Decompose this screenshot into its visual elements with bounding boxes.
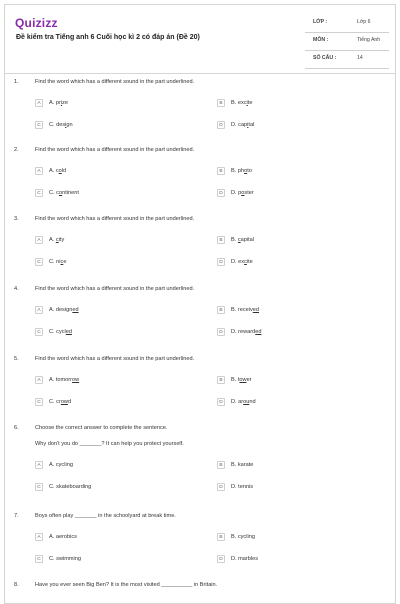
option-letter-box: A: [35, 167, 43, 175]
option-text-rest: te: [247, 100, 253, 106]
question-text: Find the word which has a different sound in the part underlined.: [35, 216, 195, 222]
option-text: B. ph: [231, 168, 245, 174]
option-text: D. ar: [231, 399, 244, 405]
option-letter-box: B: [217, 167, 225, 175]
underlined-part: ow: [72, 377, 80, 383]
option-letter-box: D: [217, 189, 225, 197]
underlined-part: o: [58, 168, 62, 174]
option-label: [231, 462, 253, 468]
option-label: [49, 556, 81, 562]
option-label: [49, 462, 73, 468]
option-label: [49, 484, 91, 490]
underlined-part: ed: [72, 307, 79, 313]
underlined-part: i: [65, 122, 67, 128]
option-text: C. cr: [49, 399, 61, 405]
option-letter-box: C: [35, 189, 43, 197]
option-text-rest: d: [67, 399, 72, 405]
option-label: [49, 237, 64, 243]
option-text: A. pr: [49, 100, 61, 106]
option-label: [231, 168, 252, 174]
option-letter-box: B: [217, 533, 225, 541]
option-label: [231, 190, 254, 196]
option-text-rest: apital: [240, 237, 255, 243]
option-letter-box: D: [217, 258, 225, 266]
option-text: D. p: [231, 190, 242, 196]
underlined-part: c: [55, 237, 59, 243]
option-text: C. c: [49, 190, 59, 196]
option-text-rest: gn: [66, 122, 73, 128]
option-text: D. reward: [231, 329, 256, 335]
option-letter-box: A: [35, 236, 43, 244]
underlined-part: i: [246, 100, 248, 106]
meta-key: LỚP :: [313, 19, 328, 25]
option-letter-box: C: [35, 483, 43, 491]
question-text: Find the word which has a different sound in the part underlined.: [35, 356, 195, 362]
option-letter-box: C: [35, 121, 43, 129]
meta-key: SỐ CÂU :: [313, 55, 337, 61]
option-letter-box: D: [217, 398, 225, 406]
option-text: C. cycl: [49, 329, 66, 335]
option-text-rest: ntinent: [62, 190, 79, 196]
option-text: B. karate: [231, 462, 254, 468]
option-label: [49, 168, 66, 174]
option-label: [231, 237, 254, 243]
option-label: [231, 329, 261, 335]
underlined-part: o: [244, 168, 248, 174]
option-letter-box: C: [35, 398, 43, 406]
document-title: Đề kiểm tra Tiếng anh 6 Cuối học kì 2 có đáp án (Đề 20): [16, 34, 200, 41]
underlined-part: c: [244, 259, 247, 265]
option-label: [49, 307, 79, 313]
option-letter-box: B: [217, 306, 225, 314]
meta-row-count: [305, 51, 389, 69]
option-label: [231, 100, 252, 106]
question-number: 1.: [14, 79, 19, 85]
option-letter-box: C: [35, 258, 43, 266]
option-letter-box: A: [35, 376, 43, 384]
option-text: D. marbles: [231, 556, 259, 562]
option-letter-box: A: [35, 533, 43, 541]
option-text-rest: ld: [61, 168, 67, 174]
quizizz-logo: Quizizz: [15, 16, 58, 30]
option-text-rest: tal: [248, 122, 255, 128]
question-number: 8.: [14, 582, 19, 588]
option-label: [49, 329, 72, 335]
option-letter-box: D: [217, 555, 225, 563]
option-label: [49, 122, 73, 128]
option-letter-box: D: [217, 121, 225, 129]
underlined-part: ed: [65, 329, 73, 335]
underlined-part: ed: [252, 307, 259, 313]
underlined-part: ow: [239, 377, 247, 383]
option-label: [231, 484, 253, 490]
question-text: Have you ever seen Big Ben? It is the most visited __________ in Britain.: [35, 582, 218, 588]
option-text-rest: ze: [62, 100, 68, 106]
option-text: A. c: [49, 168, 59, 174]
option-text-rest: ite: [246, 259, 253, 265]
option-letter-box: B: [217, 376, 225, 384]
underlined-part: ow: [60, 399, 68, 405]
option-text: D. cap: [231, 122, 248, 128]
option-text: C. des: [49, 122, 66, 128]
option-text: A. cycling: [49, 462, 73, 468]
option-letter-box: A: [35, 99, 43, 107]
option-label: [231, 399, 256, 405]
underlined-part: o: [58, 190, 63, 196]
option-letter-box: C: [35, 555, 43, 563]
question-number: 7.: [14, 513, 19, 519]
option-letter-box: B: [217, 461, 225, 469]
option-letter-box: B: [217, 236, 225, 244]
worksheet-page: [4, 4, 396, 604]
option-text: D. ex: [231, 259, 245, 265]
option-label: [49, 399, 71, 405]
option-text-rest: nd: [249, 399, 256, 405]
option-text-rest: er: [246, 377, 252, 383]
option-label: [231, 122, 254, 128]
meta-value: 14: [357, 55, 363, 61]
question-number: 4.: [14, 286, 19, 292]
option-text: B. cycling: [231, 534, 255, 540]
meta-table: [305, 15, 389, 69]
question-number: 6.: [14, 425, 19, 431]
meta-row-grade: [305, 15, 389, 33]
option-text: B. receiv: [231, 307, 253, 313]
option-text-rest: ster: [244, 190, 254, 196]
option-label: [231, 556, 258, 562]
option-text-rest: e: [63, 259, 67, 265]
option-letter-box: D: [217, 328, 225, 336]
meta-value: Tiếng Anh: [357, 37, 381, 43]
option-text: C. ni: [49, 259, 61, 265]
option-text: A. aerobics: [49, 534, 77, 540]
underlined-part: ed: [255, 329, 262, 335]
question-number: 3.: [14, 216, 19, 222]
option-text: C. swimming: [49, 556, 82, 562]
question-subtext: Why don't you do _______? It can help you protect yourself.: [35, 441, 184, 447]
option-label: [49, 190, 79, 196]
option-label: [231, 534, 255, 540]
question-text: Find the word which has a different sound in the part underlined.: [35, 286, 195, 292]
worksheet-header: [5, 5, 395, 74]
underlined-part: c: [237, 237, 241, 243]
option-label: [231, 307, 259, 313]
option-letter-box: A: [35, 306, 43, 314]
option-text-rest: ity: [58, 237, 65, 243]
option-text: D. tennis: [231, 484, 254, 490]
question-text: Boys often play _______ in the schoolyard at break time.: [35, 513, 176, 519]
option-label: [231, 377, 252, 383]
meta-row-subject: [305, 33, 389, 51]
underlined-part: i: [247, 122, 249, 128]
option-letter-box: D: [217, 483, 225, 491]
option-text: B. t: [231, 377, 240, 383]
question-text: Find the word which has a different sound in the part underlined.: [35, 79, 195, 85]
question-text: Choose the correct answer to complete the sentence.: [35, 425, 168, 431]
underlined-part: o: [241, 190, 245, 196]
option-letter-box: B: [217, 99, 225, 107]
option-label: [231, 259, 253, 265]
option-text: A.: [49, 237, 56, 243]
option-label: [49, 534, 77, 540]
meta-value: Lớp 6: [357, 19, 371, 25]
underlined-part: ou: [243, 399, 250, 405]
underlined-part: i: [60, 100, 63, 106]
question-text: Find the word which has a different sound in the part underlined.: [35, 147, 195, 153]
underlined-part: c: [60, 259, 64, 265]
option-label: [49, 100, 68, 106]
option-text: B.: [231, 237, 238, 243]
option-text: A. tomorr: [49, 377, 73, 383]
option-label: [49, 259, 66, 265]
option-letter-box: C: [35, 328, 43, 336]
option-text-rest: to: [247, 168, 252, 174]
question-number: 2.: [14, 147, 19, 153]
option-text: A. design: [49, 307, 73, 313]
option-text: B. exc: [231, 100, 247, 106]
option-label: [49, 377, 79, 383]
option-letter-box: A: [35, 461, 43, 469]
option-text: C. skateboarding: [49, 484, 92, 490]
meta-key: MÔN :: [313, 37, 329, 43]
question-number: 5.: [14, 356, 19, 362]
